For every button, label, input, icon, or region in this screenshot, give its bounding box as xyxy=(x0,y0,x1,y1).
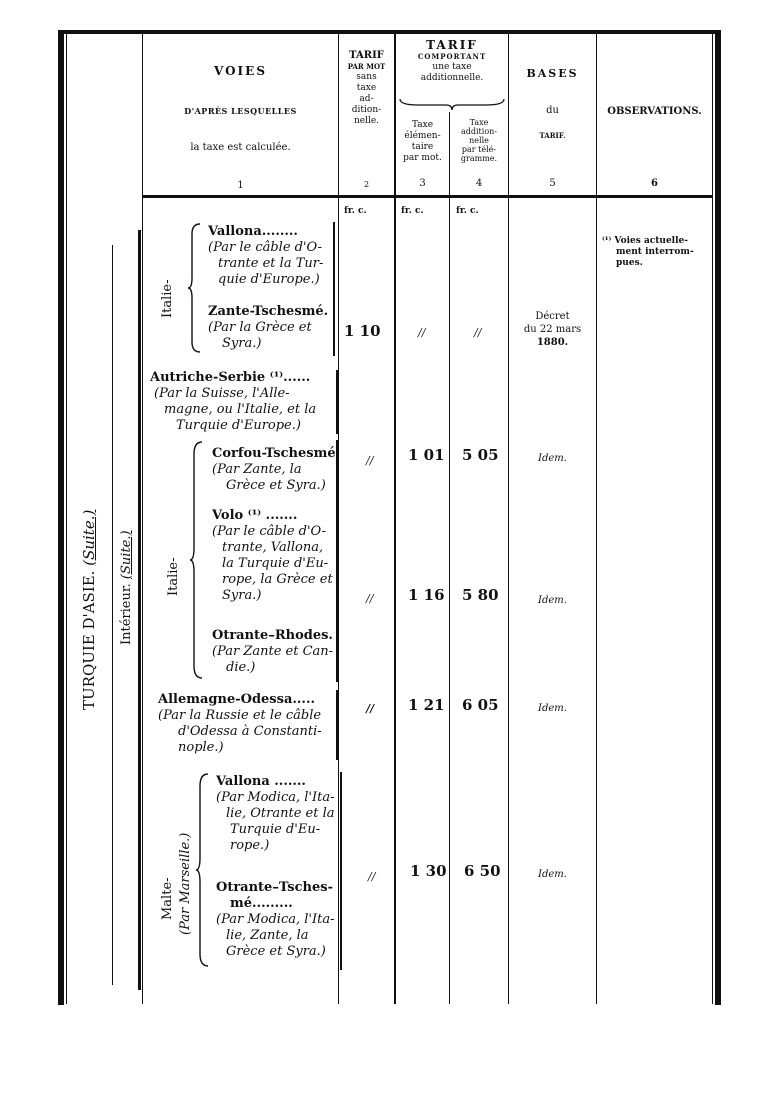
row1-col2-value: 1 10 xyxy=(344,322,381,340)
row5-basis: Idem. xyxy=(538,869,567,880)
row2-col4-value: 5 05 xyxy=(462,446,499,464)
malte-via-label: (Par Marseille.) xyxy=(178,832,193,935)
route-name: Otrante–Tsches- xyxy=(216,880,333,895)
route-name: Volo ⁽¹⁾ ....... xyxy=(212,508,298,523)
unit-col3: fr. c. xyxy=(401,206,424,216)
route-otrante-rhodes xyxy=(212,628,333,676)
basis-l2: du 22 mars xyxy=(523,324,582,335)
route-via: magne, ou l'Italie, et la xyxy=(164,402,317,417)
observation-note xyxy=(602,236,710,269)
col2-l6: dition- xyxy=(351,105,382,115)
col5-number: 5 xyxy=(549,178,556,189)
route-via: d'Odessa à Constanti- xyxy=(178,724,322,739)
route-name: Allemagne-Odessa..... xyxy=(158,692,315,707)
malte-label: Malte- xyxy=(160,877,175,920)
route-via: die.) xyxy=(226,660,256,675)
country-bracket xyxy=(112,245,113,985)
row2-col3-value: 1 01 xyxy=(408,446,445,464)
country-suite: (Suite.) xyxy=(80,509,98,566)
col1-sub2: la taxe est calculée. xyxy=(190,142,291,153)
col6-title: OBSERVATIONS. xyxy=(607,106,702,117)
route-name: Vallona ....... xyxy=(216,774,306,789)
frame-top xyxy=(58,30,721,34)
country-name: TURQUIE D'ASIE. xyxy=(80,570,98,710)
route-via: trante et la Tur- xyxy=(218,256,324,271)
frame-right-thin xyxy=(712,34,713,1004)
route-via: (Par Zante, la xyxy=(212,462,302,477)
right-bracket-allemagne xyxy=(336,690,338,760)
route-via: Turquie d'Europe.) xyxy=(176,418,301,433)
col4-l1: Taxe xyxy=(469,118,489,127)
col2-number: 2 xyxy=(363,180,370,189)
row5-col3-value: 1 30 xyxy=(410,862,447,880)
obs-l2: ment interrom- xyxy=(616,247,694,257)
row5-col4-value: 6 50 xyxy=(464,862,501,880)
route-volo xyxy=(212,508,333,604)
route-via: (Par Modica, l'Ita- xyxy=(216,912,335,927)
route-via: Grèce et Syra.) xyxy=(226,478,326,493)
route-name: Autriche-Serbie ⁽¹⁾...... xyxy=(150,370,311,385)
route-via: Syra.) xyxy=(222,588,262,603)
col2-l3: sans xyxy=(356,72,377,82)
basis-l3: 1880. xyxy=(536,337,569,348)
basis-l1: Décret xyxy=(535,311,570,322)
route-name: Corfou-Tschesmé xyxy=(212,446,336,461)
italie1-label: Italie- xyxy=(160,279,175,318)
row3-col3-value: 1 16 xyxy=(408,586,445,604)
route-via: quie d'Europe.) xyxy=(218,272,320,287)
row3-col2-ditto: // xyxy=(366,592,374,605)
route-via: nople.) xyxy=(178,740,224,755)
route-via: lie, Zante, la xyxy=(226,928,309,943)
col5-l1: BASES xyxy=(526,67,579,80)
group-header xyxy=(396,40,508,84)
col3-header xyxy=(396,120,449,164)
col1-sub: D'APRÈS LESQUELLES xyxy=(184,106,297,116)
route-via: (Par Zante et Can- xyxy=(212,644,334,659)
col3-number: 3 xyxy=(419,178,426,189)
route-name: Vallona........ xyxy=(208,224,298,239)
row1-basis xyxy=(509,310,596,349)
region-suite: (Suite.) xyxy=(119,530,134,580)
col2-l1: TARIF xyxy=(349,50,384,61)
col1-title: VOIES xyxy=(214,64,267,78)
brace-italie1 xyxy=(188,222,202,354)
route-vallona-malte xyxy=(216,774,335,854)
row4-col3-value: 1 21 xyxy=(408,696,445,714)
col3-l3: taire xyxy=(411,142,434,152)
col6-number: 6 xyxy=(651,178,658,189)
right-bracket-malte xyxy=(340,772,342,970)
col4-number: 4 xyxy=(475,178,483,189)
route-autriche-serbie xyxy=(150,370,316,434)
col5-header xyxy=(509,68,596,141)
group-brace xyxy=(398,97,506,111)
obs-l1: ⁽¹⁾ Voies actuelle- xyxy=(602,236,688,246)
route-via: Turquie d'Eu- xyxy=(230,822,321,837)
row3-basis: Idem. xyxy=(538,595,567,606)
route-via: (Par la Russie et le câble xyxy=(158,708,322,723)
frame-left-thin xyxy=(66,34,67,1004)
route-name: Otrante–Rhodes. xyxy=(212,628,333,643)
route-otrante-tschesme xyxy=(216,880,334,960)
col2-l5: ad- xyxy=(359,94,374,104)
route-via: lie, Otrante et la xyxy=(226,806,335,821)
col2-header xyxy=(339,50,394,127)
brace-malte xyxy=(196,772,210,968)
group-l2: COMPORTANT xyxy=(417,52,487,61)
route-via: (Par Modica, l'Ita- xyxy=(216,790,335,805)
col3-l1: Taxe xyxy=(411,120,434,130)
route-corfou-tschesme xyxy=(212,446,336,494)
region-label xyxy=(119,530,134,645)
col4-l2: addition- xyxy=(460,127,497,136)
unit-col2: fr. c. xyxy=(344,206,367,216)
col1-number: 1 xyxy=(237,180,244,191)
route-via: la Turquie d'Eu- xyxy=(222,556,329,571)
row4-col4-value: 6 05 xyxy=(462,696,499,714)
col4-l5: gramme. xyxy=(460,154,498,163)
right-bracket-italie1 xyxy=(333,222,335,356)
row4-col2-ditto: // xyxy=(366,702,375,715)
col2-l4: taxe xyxy=(356,83,377,93)
route-allemagne-odessa xyxy=(158,692,322,756)
col2-l2: PAR MOT xyxy=(347,62,386,71)
route-via: (Par le câble d'O- xyxy=(212,524,327,539)
unit-col4: fr. c. xyxy=(456,206,479,216)
right-bracket-italie2 xyxy=(336,440,338,682)
row3-col4-value: 5 80 xyxy=(462,586,499,604)
region-bracket xyxy=(138,230,141,990)
sep-c3 xyxy=(449,112,450,1004)
route-via: (Par le câble d'O- xyxy=(208,240,323,255)
country-label xyxy=(80,510,98,710)
group-l1: TARIF xyxy=(426,38,478,52)
right-bracket-autriche xyxy=(336,370,338,434)
route-vallona-italie xyxy=(208,224,323,288)
header-bottom-rule xyxy=(142,195,712,198)
route-via: Syra.) xyxy=(222,336,262,351)
brace-italie2 xyxy=(190,440,204,680)
route-name: mé......... xyxy=(230,896,293,911)
route-via: trante, Vallona, xyxy=(222,540,324,555)
row5-col2-ditto: // xyxy=(368,870,376,883)
route-zante-tschesme xyxy=(208,304,328,352)
frame-left-thick xyxy=(58,30,64,1005)
row4-basis: Idem. xyxy=(538,703,567,714)
route-via: (Par la Suisse, l'Alle- xyxy=(154,386,290,401)
row2-col2-ditto: // xyxy=(366,454,374,467)
group-l4: additionnelle. xyxy=(420,73,484,83)
col5-l2: du xyxy=(546,105,559,116)
col4-l4: par télé- xyxy=(461,145,497,154)
row1-col4-ditto: // xyxy=(474,326,482,339)
route-name: Zante-Tschesmé. xyxy=(208,304,329,319)
col5-l3: TARIF. xyxy=(539,131,566,140)
col2-l7: nelle. xyxy=(353,116,380,126)
obs-l3: pues. xyxy=(616,258,643,268)
row2-basis: Idem. xyxy=(538,453,567,464)
route-via: rope, la Grèce et xyxy=(222,572,333,587)
italie2-label: Italie- xyxy=(166,557,181,596)
frame-right-thick xyxy=(715,30,721,1005)
group-l3: une taxe xyxy=(432,62,472,72)
col3-l2: élémen- xyxy=(404,131,441,141)
row1-col3-ditto: // xyxy=(418,326,426,339)
route-via: rope.) xyxy=(230,838,270,853)
col3-l4: par mot. xyxy=(403,153,442,163)
region-name: Intérieur. xyxy=(119,583,134,645)
col4-l3: nelle xyxy=(469,136,489,145)
col4-header xyxy=(450,118,508,163)
route-via: (Par la Grèce et xyxy=(208,320,312,335)
route-via: Grèce et Syra.) xyxy=(226,944,326,959)
